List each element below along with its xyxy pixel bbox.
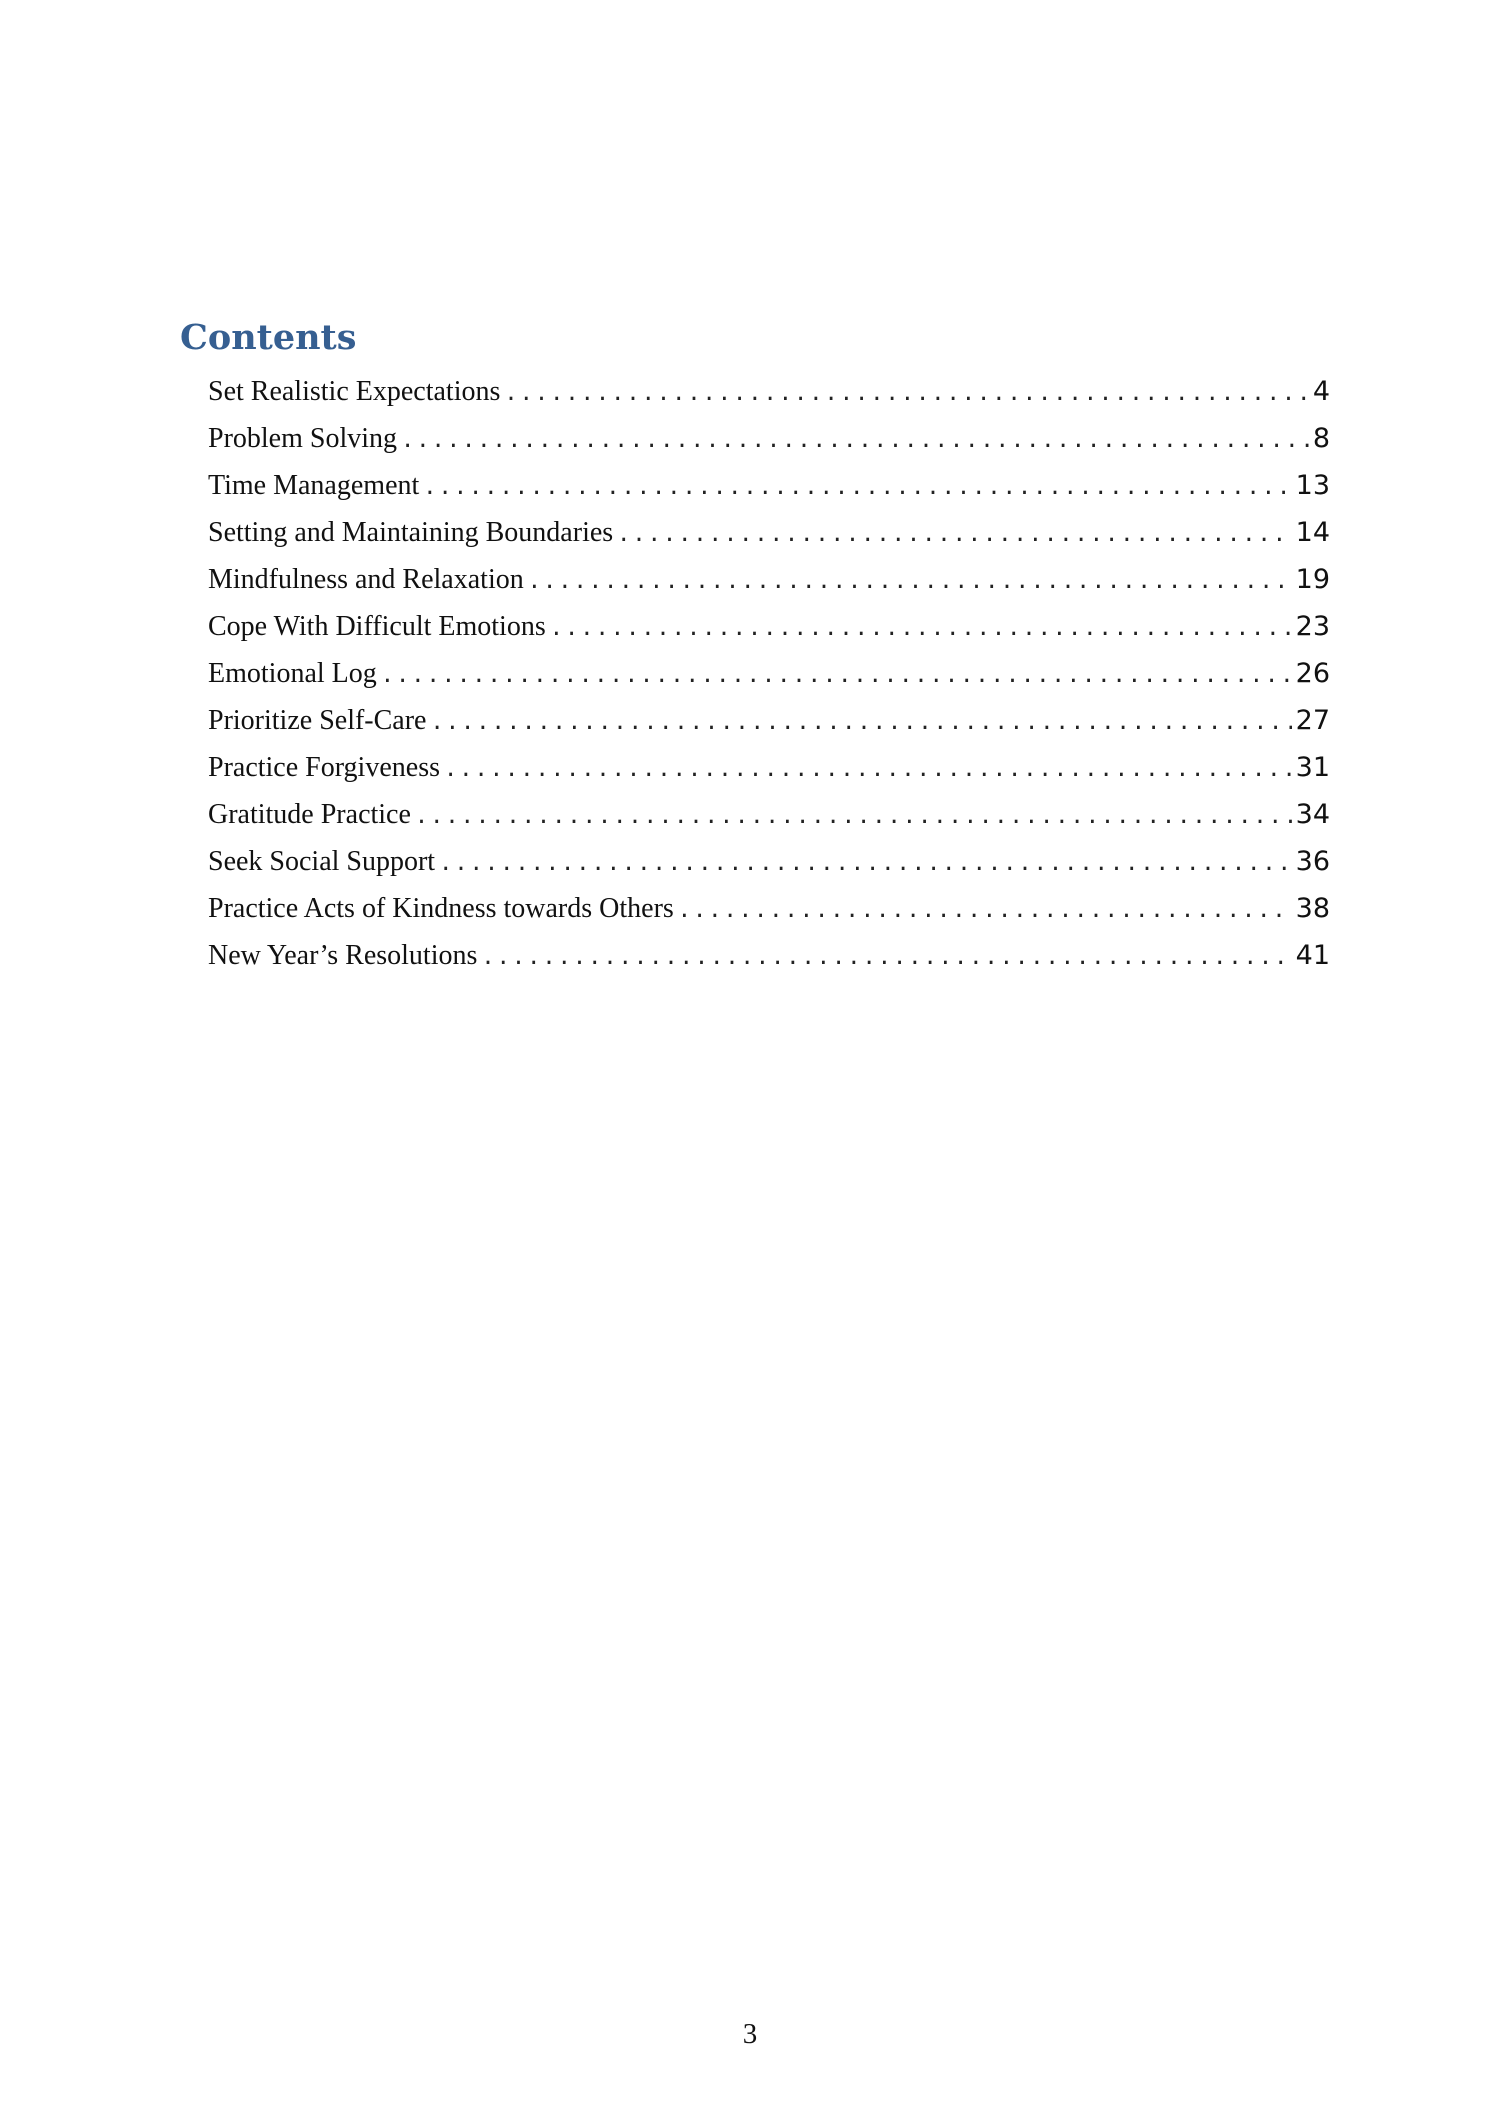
- toc-entry-title: Seek Social Support: [208, 846, 436, 877]
- toc-entry[interactable]: [208, 556, 1330, 603]
- toc-entry-title: Mindfulness and Relaxation: [208, 564, 524, 595]
- toc-entry[interactable]: [208, 462, 1330, 509]
- toc-dot-leader: [528, 558, 1292, 605]
- toc-entry[interactable]: [208, 838, 1330, 885]
- toc-entry-page: 38: [1295, 893, 1330, 924]
- toc-entry-title: Problem Solving: [208, 423, 398, 454]
- toc-entry-page: 27: [1295, 705, 1330, 736]
- toc-entry[interactable]: [208, 650, 1330, 697]
- toc-heading: Contents: [180, 317, 357, 358]
- toc-dot-leader: [550, 605, 1292, 652]
- toc-list: [180, 368, 1330, 979]
- toc-entry-title: Practice Acts of Kindness towards Others: [208, 893, 674, 924]
- toc-entry-title: Setting and Maintaining Boundaries: [208, 517, 614, 548]
- toc-entry-title: Set Realistic Expectations: [208, 376, 501, 407]
- toc-entry-page: 4: [1312, 376, 1330, 407]
- toc-dot-leader: [439, 840, 1292, 887]
- toc-dot-leader: [401, 417, 1309, 464]
- toc-entry-page: 26: [1295, 658, 1330, 689]
- toc-entry-page: 31: [1295, 752, 1330, 783]
- toc-entry-title: New Year’s Resolutions: [208, 940, 478, 971]
- toc-entry-page: 41: [1295, 940, 1330, 971]
- toc-entry-title: Cope With Difficult Emotions: [208, 611, 546, 642]
- toc-entry-page: 34: [1295, 799, 1330, 830]
- toc-entry-page: 13: [1295, 470, 1330, 501]
- toc-entry-page: 8: [1312, 423, 1330, 454]
- toc-entry-page: 14: [1295, 517, 1330, 548]
- toc-entry[interactable]: [208, 415, 1330, 462]
- toc-dot-leader: [678, 887, 1292, 934]
- toc-entry[interactable]: [208, 509, 1330, 556]
- toc-dot-leader: [430, 699, 1291, 746]
- toc-dot-leader: [504, 370, 1308, 417]
- toc-entry[interactable]: [208, 744, 1330, 791]
- toc-entry-page: 36: [1295, 846, 1330, 877]
- toc-entry-title: Practice Forgiveness: [208, 752, 440, 783]
- toc-entry[interactable]: [208, 885, 1330, 932]
- toc-dot-leader: [617, 511, 1291, 558]
- toc-dot-leader: [481, 934, 1291, 981]
- toc-entry-title: Time Management: [208, 470, 420, 501]
- toc-dot-leader: [423, 464, 1291, 511]
- toc-entry-title: Gratitude Practice: [208, 799, 411, 830]
- toc-dot-leader: [381, 652, 1292, 699]
- toc-entry-title: Prioritize Self-Care: [208, 705, 427, 736]
- toc-entry-page: 23: [1295, 611, 1330, 642]
- toc-entry[interactable]: [208, 932, 1330, 979]
- page-number: 3: [742, 2018, 758, 2050]
- toc-entry[interactable]: [208, 697, 1330, 744]
- toc-entry[interactable]: [208, 603, 1330, 650]
- table-of-contents: [180, 312, 1330, 979]
- toc-entry-page: 19: [1295, 564, 1330, 595]
- toc-dot-leader: [444, 746, 1292, 793]
- toc-entry-title: Emotional Log: [208, 658, 377, 689]
- toc-entry[interactable]: [208, 368, 1330, 415]
- toc-dot-leader: [415, 793, 1292, 840]
- toc-entry[interactable]: [208, 791, 1330, 838]
